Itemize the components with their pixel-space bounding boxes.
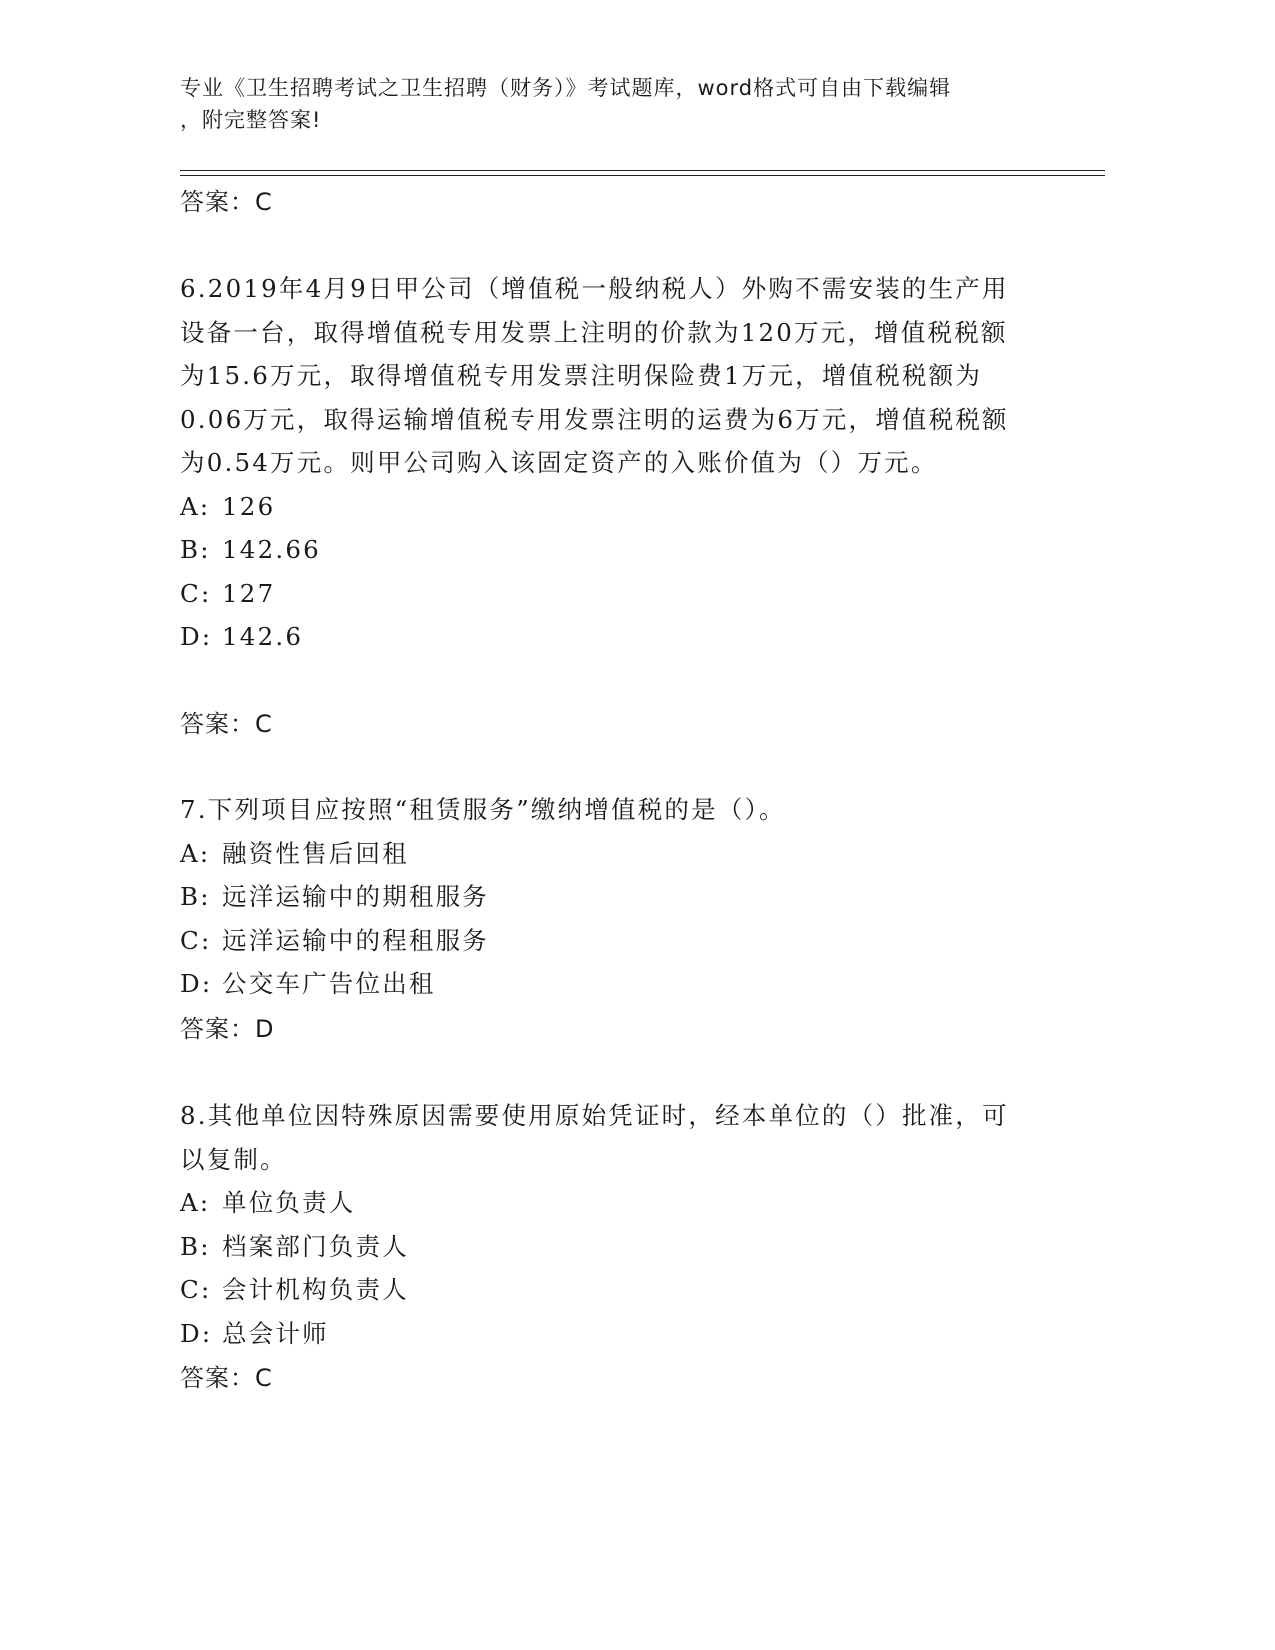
option-letter: A: — [180, 491, 211, 521]
option-d — [180, 962, 1030, 1006]
option-letter: B: — [180, 882, 211, 911]
option-letter: D: — [180, 1318, 213, 1348]
option-d — [180, 615, 1030, 659]
question-text: 6.2019年4月9日甲公司（增值税一般纳税人）外购不需安装的生产用设备一台，取得增值税专用发票上注明的价款为120万元，增值税税额为15.6万元，取得增值税专用发票注明保险费1万元，增值税税额为0.06万元，取得运输增值税专用发票注明的运费为6万元，增值税税额为0.54万元。则甲公司购入该固定资产的入账价值为（）万元。 — [180, 274, 1009, 477]
answer-6: 答案：C — [180, 710, 273, 738]
option-c — [180, 572, 1030, 616]
option-text: 142.6 — [222, 622, 304, 651]
option-letter: C: — [180, 578, 212, 608]
option-a — [180, 1181, 1030, 1225]
option-a — [180, 485, 1030, 529]
answer-previous: 答案：C — [180, 188, 273, 216]
option-text: 单位负责人 — [222, 1188, 356, 1217]
answer-7: 答案：D — [180, 1015, 275, 1043]
question-7 — [180, 788, 1030, 1006]
option-c — [180, 1268, 1030, 1312]
option-letter: B: — [180, 535, 211, 564]
question-8 — [180, 1094, 1030, 1355]
header-line-1: 专业《卫生招聘考试之卫生招聘（财务）》考试题库，word格式可自由下载编辑 — [180, 76, 952, 100]
option-b — [180, 875, 1030, 919]
option-letter: A: — [180, 838, 211, 868]
header-divider-top — [180, 170, 1105, 171]
option-text: 总会计师 — [222, 1318, 329, 1348]
option-letter: A: — [180, 1188, 211, 1217]
option-text: 远洋运输中的期租服务 — [222, 882, 489, 911]
option-text: 公交车广告位出租 — [222, 969, 436, 998]
option-text: 142.66 — [222, 535, 321, 564]
option-text: 会计机构负责人 — [222, 1275, 409, 1304]
document-header — [180, 72, 1040, 136]
option-c — [180, 919, 1030, 963]
option-b — [180, 1225, 1030, 1269]
option-a — [180, 832, 1030, 876]
option-b — [180, 528, 1030, 572]
question-6 — [180, 267, 1030, 659]
option-text: 126 — [222, 491, 276, 521]
question-text: 8.其他单位因特殊原因需要使用原始凭证时，经本单位的（）批准，可以复制。 — [180, 1101, 1009, 1174]
option-letter: D: — [180, 969, 213, 998]
header-divider-bottom — [180, 175, 1105, 176]
option-letter: B: — [180, 1231, 211, 1261]
option-letter: D: — [180, 622, 213, 651]
option-text: 远洋运输中的程租服务 — [222, 925, 489, 955]
question-text: 7.下列项目应按照“租赁服务”缴纳增值税的是（）。 — [180, 795, 786, 824]
option-text: 档案部门负责人 — [222, 1231, 409, 1261]
option-letter: C: — [180, 925, 212, 955]
option-d — [180, 1312, 1030, 1356]
option-letter: C: — [180, 1275, 212, 1304]
option-text: 127 — [222, 578, 276, 608]
answer-8: 答案：C — [180, 1364, 273, 1392]
option-text: 融资性售后回租 — [222, 838, 409, 868]
header-line-2: ，附完整答案! — [180, 108, 322, 132]
